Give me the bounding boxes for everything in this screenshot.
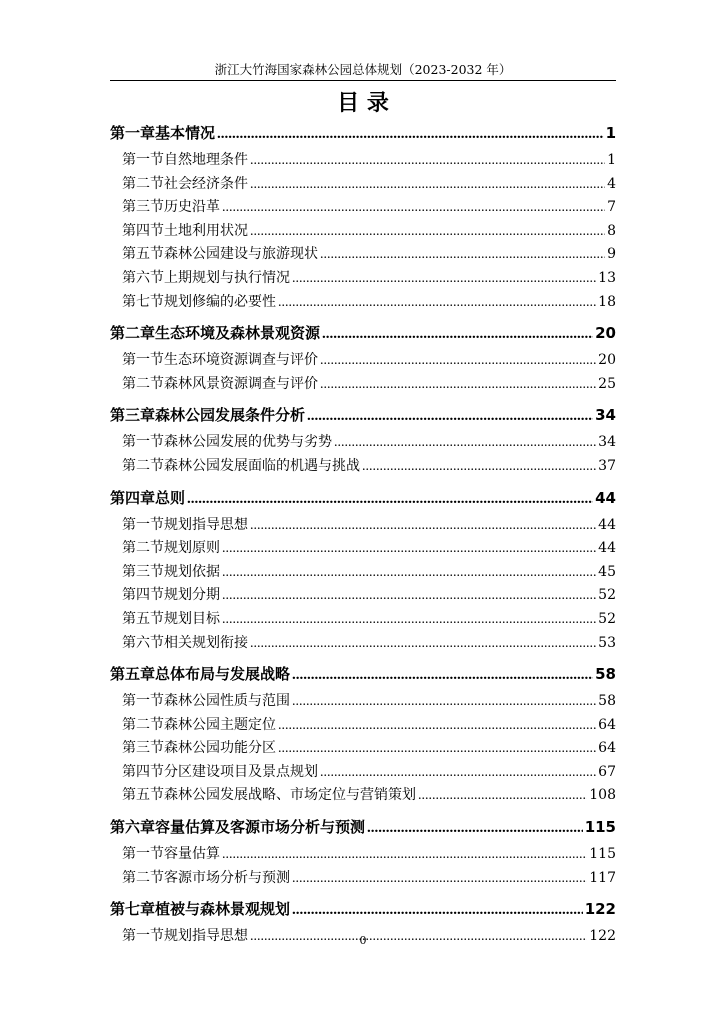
toc-entry-title: 规划依据 <box>164 563 220 580</box>
header-rule <box>110 80 616 81</box>
toc-entry-title: 森林公园建设与旅游现状 <box>164 246 318 263</box>
toc-entry-title: 森林公园功能分区 <box>164 740 276 757</box>
dot-leader <box>418 785 587 808</box>
toc-chapter-entry[interactable] <box>110 485 616 512</box>
toc-section-entry[interactable] <box>110 608 616 632</box>
toc-entry-page: 52 <box>598 587 616 604</box>
toc-entry-title: 容量估算及客源市场分析与预测 <box>155 818 366 837</box>
toc-entry-title: 生态环境资源调查与评价 <box>164 352 318 369</box>
dot-leader <box>320 762 596 785</box>
toc-entry-number: 第二节 <box>122 869 164 886</box>
toc-section-entry[interactable] <box>110 714 616 738</box>
dot-leader <box>250 633 596 656</box>
toc-section-entry[interactable] <box>110 784 616 808</box>
toc-entry-page: 1 <box>607 152 616 168</box>
toc-entry-page: 20 <box>598 352 616 369</box>
toc-chapter-entry[interactable] <box>110 896 616 923</box>
toc-entry-title: 规划分期 <box>164 587 220 604</box>
toc-section-entry[interactable] <box>110 632 616 656</box>
toc-entry-number: 第七章 <box>110 900 156 919</box>
toc-entry-title: 规划指导思想 <box>164 516 248 533</box>
toc-section-entry[interactable] <box>110 220 616 244</box>
toc-entry-title: 历史沿革 <box>164 199 220 216</box>
dot-leader <box>292 897 583 923</box>
toc-entry-title: 生态环境及森林景观资源 <box>155 324 321 343</box>
toc-section-entry[interactable] <box>110 196 616 220</box>
toc-entry-page: 67 <box>598 763 616 780</box>
toc-entry-title: 客源市场分析与预测 <box>164 869 290 886</box>
dot-leader <box>250 150 605 173</box>
toc-entry-title: 上期规划与执行情况 <box>164 269 290 286</box>
toc-entry-number: 第四节 <box>122 222 164 239</box>
toc-entry-number: 第二节 <box>122 716 164 733</box>
toc-section-entry[interactable] <box>110 561 616 585</box>
dot-leader <box>320 374 596 397</box>
toc-section-entry[interactable] <box>110 537 616 561</box>
dot-leader <box>362 456 596 479</box>
toc-section-entry[interactable] <box>110 737 616 761</box>
toc-entry-number: 第六章 <box>110 818 156 837</box>
dot-leader <box>292 662 593 688</box>
toc-section-entry[interactable] <box>110 267 616 291</box>
toc-entry-number: 第一节 <box>122 352 164 369</box>
dot-leader <box>292 691 596 714</box>
toc-entry-number: 第二节 <box>122 540 164 557</box>
dot-leader <box>320 350 596 373</box>
toc-entry-page: 44 <box>595 488 616 507</box>
page-number: 0 <box>359 934 367 947</box>
toc-entry-number: 第二节 <box>122 175 164 192</box>
toc-entry-number: 第五节 <box>122 246 164 263</box>
toc-section-entry[interactable] <box>110 431 616 455</box>
dot-leader <box>187 486 593 512</box>
toc-entry-page: 115 <box>589 846 616 863</box>
toc-entry-title: 社会经济条件 <box>164 175 248 192</box>
toc-entry-page: 9 <box>607 246 616 263</box>
toc-section-entry[interactable] <box>110 373 616 397</box>
toc-entry-page: 64 <box>598 740 616 757</box>
toc-entry-number: 第五节 <box>122 787 164 804</box>
toc-entry-page: 44 <box>598 540 616 557</box>
toc-entry-page: 37 <box>598 457 616 474</box>
toc-entry-title: 植被与森林景观规划 <box>155 900 291 919</box>
toc-entry-page: 52 <box>598 610 616 627</box>
dot-leader <box>222 538 596 561</box>
toc-entry-number: 第三章 <box>110 406 156 425</box>
dot-leader <box>307 403 593 429</box>
toc-entry-number: 第二节 <box>122 375 164 392</box>
toc-entry-number: 第一章 <box>110 124 156 142</box>
toc-entry-number: 第六节 <box>122 634 164 651</box>
toc-entry-number: 第二章 <box>110 324 156 343</box>
toc-entry-number: 第一节 <box>122 693 164 710</box>
page-header: 浙江大竹海国家森林公园总体规划（2023-2032 年） <box>214 62 512 77</box>
toc-section-entry[interactable] <box>110 761 616 785</box>
toc-entry-page: 4 <box>607 175 616 192</box>
dot-leader <box>278 738 596 761</box>
toc-entry-page: 34 <box>598 434 616 451</box>
dot-leader <box>222 197 605 220</box>
toc-entry-title: 森林公园发展的优势与劣势 <box>164 434 332 451</box>
toc-entry-number: 第三节 <box>122 199 164 216</box>
toc-entry-page: 108 <box>589 787 616 804</box>
toc-chapter-entry[interactable] <box>110 120 616 147</box>
toc-entry-number: 第五节 <box>122 610 164 627</box>
toc-entry-title: 基本情况 <box>155 124 216 142</box>
dot-leader <box>222 609 596 632</box>
toc-entry-number: 第七节 <box>122 293 164 310</box>
dot-leader <box>250 515 596 538</box>
dot-leader <box>322 321 593 347</box>
toc-entry-page: 117 <box>589 869 616 886</box>
toc-chapter-entry[interactable] <box>110 814 616 841</box>
toc-entry-number: 第一节 <box>122 928 164 945</box>
toc-entry-page: 58 <box>595 665 616 684</box>
toc-entry-number: 第三节 <box>122 740 164 757</box>
toc-entry-page: 18 <box>598 293 616 310</box>
toc-chapter-entry[interactable] <box>110 320 616 347</box>
toc-section-entry[interactable] <box>110 690 616 714</box>
toc-section-entry[interactable] <box>110 243 616 267</box>
toc-entry-title: 土地利用状况 <box>164 222 248 239</box>
toc-entry-page: 45 <box>598 563 616 580</box>
toc-entry-title: 森林公园发展条件分析 <box>155 406 306 425</box>
toc-entry-number: 第一节 <box>122 516 164 533</box>
toc-entry-title: 规划原则 <box>164 540 220 557</box>
toc-entry-number: 第四节 <box>122 587 164 604</box>
dot-leader <box>222 585 596 608</box>
dot-leader <box>320 244 605 267</box>
toc-entry-title: 森林公园发展战略、市场定位与营销策划 <box>164 787 416 804</box>
toc-entry-number: 第六节 <box>122 269 164 286</box>
dot-leader <box>367 815 583 841</box>
toc-entry-title: 森林公园发展面临的机遇与挑战 <box>164 457 360 474</box>
toc-entry-title: 自然地理条件 <box>164 152 248 168</box>
toc-entry-number: 第一节 <box>122 434 164 451</box>
toc-section-entry[interactable] <box>110 173 616 197</box>
toc-chapter-entry[interactable] <box>110 661 616 688</box>
toc-entry-page: 122 <box>589 928 616 945</box>
toc-entry-title: 森林公园主题定位 <box>164 716 276 733</box>
dot-leader <box>250 221 605 244</box>
toc-entry-page: 64 <box>598 716 616 733</box>
toc-entry-title: 规划目标 <box>164 610 220 627</box>
dot-leader <box>278 292 596 315</box>
toc-entry-title: 规划修编的必要性 <box>164 293 276 310</box>
toc-entry-page: 53 <box>598 634 616 651</box>
toc-entry-page: 20 <box>595 324 616 343</box>
toc-section-entry[interactable] <box>110 149 616 173</box>
toc-entry-number: 第一节 <box>122 152 164 168</box>
toc-entry-page: 44 <box>598 516 616 533</box>
toc-entry-title: 总体布局与发展战略 <box>155 665 291 684</box>
dot-leader <box>250 174 605 197</box>
dot-leader <box>278 715 596 738</box>
toc-entry-page: 1 <box>605 124 616 142</box>
toc-entry-page: 13 <box>598 269 616 286</box>
toc-section-entry[interactable] <box>110 843 616 867</box>
toc-entry-page: 7 <box>607 199 616 216</box>
dot-leader <box>222 562 596 585</box>
toc-chapter-entry[interactable] <box>110 402 616 429</box>
toc-entry-page: 34 <box>595 406 616 425</box>
toc-entry-title: 规划指导思想 <box>164 928 248 945</box>
toc-entry-title: 相关规划衔接 <box>164 634 248 651</box>
toc-section-entry[interactable] <box>110 584 616 608</box>
toc-entry-number: 第三节 <box>122 563 164 580</box>
toc-entry-title: 容量估算 <box>164 846 220 863</box>
table-of-contents <box>110 120 616 949</box>
toc-section-entry[interactable] <box>110 514 616 538</box>
toc-entry-number: 第四章 <box>110 488 156 507</box>
toc-entry-title: 总则 <box>155 488 186 507</box>
toc-section-entry[interactable] <box>110 867 616 891</box>
toc-entry-page: 58 <box>598 693 616 710</box>
dot-leader <box>334 432 596 455</box>
dot-leader <box>217 121 604 147</box>
toc-entry-title: 森林风景资源调查与评价 <box>164 375 318 392</box>
toc-entry-number: 第四节 <box>122 763 164 780</box>
toc-entry-page: 115 <box>584 818 616 837</box>
toc-title: 目 录 <box>337 91 389 116</box>
toc-entry-title: 分区建设项目及景点规划 <box>164 763 318 780</box>
toc-entry-number: 第一节 <box>122 846 164 863</box>
dot-leader <box>222 844 587 867</box>
toc-section-entry[interactable] <box>110 455 616 479</box>
toc-entry-title: 森林公园性质与范围 <box>164 693 290 710</box>
toc-entry-number: 第二节 <box>122 457 164 474</box>
dot-leader <box>292 868 587 891</box>
toc-section-entry[interactable] <box>110 291 616 315</box>
toc-entry-page: 8 <box>607 222 616 239</box>
toc-entry-page: 122 <box>584 900 616 919</box>
dot-leader <box>292 268 596 291</box>
toc-entry-page: 25 <box>598 375 616 392</box>
toc-section-entry[interactable] <box>110 349 616 373</box>
toc-entry-number: 第五章 <box>110 665 156 684</box>
